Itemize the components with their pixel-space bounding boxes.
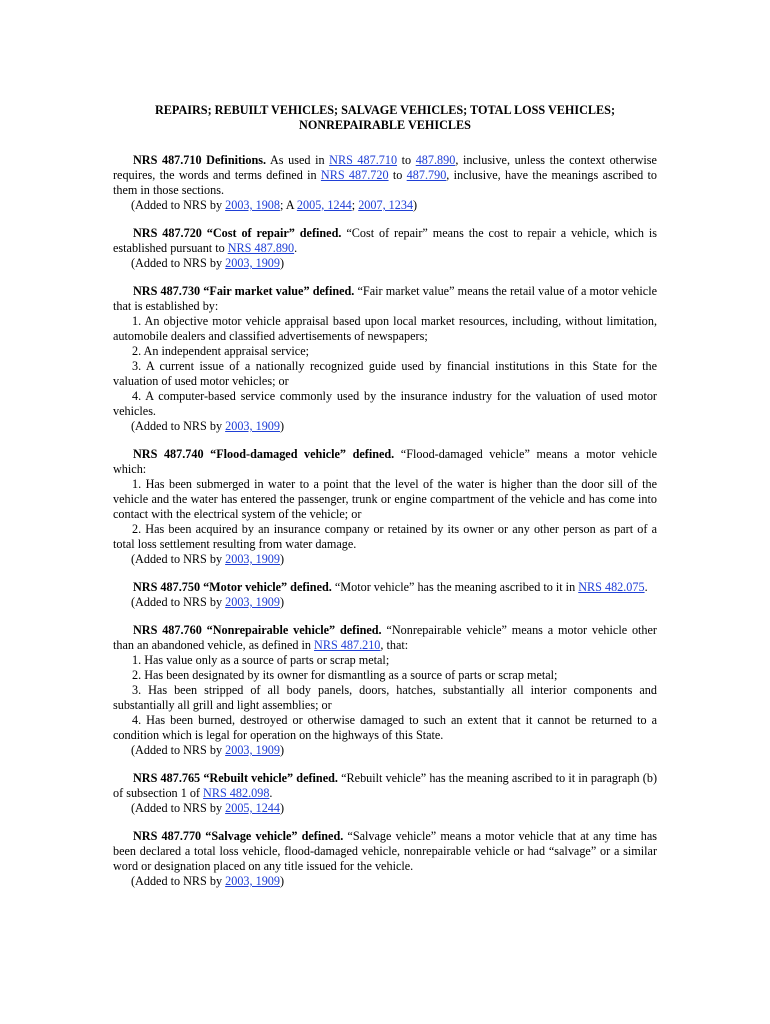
body-text: ) bbox=[279, 874, 285, 888]
statute-link[interactable]: 2003, 1909 bbox=[225, 256, 280, 270]
statute-link[interactable]: 2005, 1244 bbox=[225, 801, 280, 815]
body-text: ) bbox=[279, 743, 285, 757]
statute-link[interactable]: NRS 487.890 bbox=[227, 241, 295, 255]
body-text: 2. Has been designated by its owner for dismantling as a source of parts or scrap metal; bbox=[132, 668, 558, 682]
body-text: . bbox=[294, 241, 298, 255]
statute-section bbox=[113, 580, 657, 610]
subsection-item bbox=[113, 522, 657, 552]
subsection-item bbox=[113, 359, 657, 389]
history-note bbox=[113, 198, 657, 213]
body-text: “Nonrepairable vehicle” means a motor vehicle other than an abandoned vehicle, as defined in bbox=[113, 623, 657, 652]
body-text: (Added to NRS by bbox=[131, 801, 226, 815]
history-note bbox=[113, 256, 657, 271]
subsection-item bbox=[113, 477, 657, 522]
body-text: (Added to NRS by bbox=[131, 419, 226, 433]
body-text: (Added to NRS by bbox=[131, 595, 226, 609]
statute-section bbox=[113, 284, 657, 434]
statute-link[interactable]: NRS 482.075 bbox=[578, 580, 645, 594]
section-heading: NRS 487.710 Definitions. bbox=[133, 153, 267, 167]
statute-link[interactable]: NRS 487.710 bbox=[329, 153, 398, 167]
history-note bbox=[113, 801, 657, 816]
body-text: . bbox=[269, 786, 273, 800]
body-text: “Flood-damaged vehicle” means a motor vehicle which: bbox=[113, 447, 657, 476]
statute-link[interactable]: 2003, 1909 bbox=[225, 419, 280, 433]
body-text: “Salvage vehicle” means a motor vehicle that at any time has been declared a total loss vehicle, flood-damaged vehicle, nonrepairable vehicle or had “salvage” or a similar word or designation placed on any title issued for the vehicle. bbox=[113, 829, 657, 873]
section-heading: NRS 487.740 “Flood-damaged vehicle” defined. bbox=[133, 447, 395, 461]
body-text: ) bbox=[413, 198, 418, 212]
section-heading: NRS 487.750 “Motor vehicle” defined. bbox=[133, 580, 332, 594]
section-paragraph bbox=[113, 580, 657, 595]
section-heading: NRS 487.730 “Fair market value” defined. bbox=[133, 284, 355, 298]
body-text: ) bbox=[279, 419, 285, 433]
body-text: ) bbox=[279, 801, 285, 815]
statute-link[interactable]: 2003, 1909 bbox=[225, 743, 280, 757]
statute-link[interactable]: 2003, 1908 bbox=[225, 198, 280, 212]
subsection-item bbox=[113, 344, 657, 359]
body-text: 4. A computer-based service commonly used by the insurance industry for the valuation of used motor vehicles. bbox=[113, 389, 657, 418]
body-text: 1. Has value only as a source of parts or scrap metal; bbox=[132, 653, 390, 667]
body-text: 1. Has been submerged in water to a point that the level of the water is higher than the door sill of the vehicle and the water has entered the passenger, trunk or engine compartment of the vehicle and has come into contact with the electrical system of the vehicle; or bbox=[113, 477, 657, 521]
body-text: to bbox=[397, 153, 416, 167]
body-text: (Added to NRS by bbox=[131, 552, 226, 566]
body-text: “Rebuilt vehicle” has the meaning ascribed to it in paragraph (b) of subsection 1 of bbox=[113, 771, 657, 800]
body-text: 2. An independent appraisal service; bbox=[132, 344, 309, 358]
section-paragraph bbox=[113, 829, 657, 874]
subsection-item bbox=[113, 713, 657, 743]
statute-link[interactable]: NRS 482.098 bbox=[203, 786, 270, 800]
body-text: 4. Has been burned, destroyed or otherwise damaged to such an extent that it cannot be returned to a condition which is legal for operation on the highways of this State. bbox=[113, 713, 657, 742]
statute-section bbox=[113, 623, 657, 758]
body-text: ; bbox=[351, 198, 359, 212]
body-text: As used in bbox=[266, 153, 330, 167]
section-heading: NRS 487.765 “Rebuilt vehicle” defined. bbox=[133, 771, 338, 785]
statute-link[interactable]: 487.790 bbox=[406, 168, 447, 182]
history-note bbox=[113, 595, 657, 610]
section-heading: NRS 487.770 “Salvage vehicle” defined. bbox=[133, 829, 344, 843]
body-text: “Fair market value” means the retail value of a motor vehicle that is established by: bbox=[113, 284, 657, 313]
body-text: , that: bbox=[380, 638, 409, 652]
body-text: ) bbox=[279, 595, 285, 609]
body-text: (Added to NRS by bbox=[131, 256, 226, 270]
document-page bbox=[113, 103, 657, 902]
statute-section bbox=[113, 153, 657, 213]
body-text: 1. An objective motor vehicle appraisal based upon local market resources, including, without limitation, automobile dealers and classified advertisements of newspapers; bbox=[113, 314, 657, 343]
section-paragraph bbox=[113, 153, 657, 198]
chapter-title-line-1: REPAIRS; REBUILT VEHICLES; SALVAGE VEHICLES; TOTAL LOSS VEHICLES; bbox=[154, 103, 616, 117]
subsection-item bbox=[113, 683, 657, 713]
statute-link[interactable]: 2003, 1909 bbox=[225, 552, 280, 566]
body-text: “Cost of repair” means the cost to repair a vehicle, which is established pursuant to bbox=[113, 226, 658, 255]
body-text: 3. Has been stripped of all body panels, doors, hatches, substantially all interior components and substantially all grill and light assemblies; or bbox=[113, 683, 657, 712]
statute-section bbox=[113, 829, 657, 889]
statute-link[interactable]: 2003, 1909 bbox=[225, 874, 280, 888]
body-text: , inclusive, unless the context otherwise requires, the words and terms defined in bbox=[113, 153, 657, 182]
body-text: to bbox=[388, 168, 407, 182]
statute-sections bbox=[113, 153, 657, 889]
history-note bbox=[113, 743, 657, 758]
chapter-title bbox=[113, 103, 657, 133]
subsection-item bbox=[113, 314, 657, 344]
subsection-item bbox=[113, 389, 657, 419]
body-text: ; A bbox=[279, 198, 297, 212]
statute-link[interactable]: 2005, 1244 bbox=[296, 198, 352, 212]
history-note bbox=[113, 419, 657, 434]
statute-link[interactable]: 487.890 bbox=[415, 153, 456, 167]
section-paragraph bbox=[113, 771, 657, 801]
statute-section bbox=[113, 447, 657, 567]
section-paragraph bbox=[113, 284, 657, 314]
history-note bbox=[113, 552, 657, 567]
statute-link[interactable]: 2003, 1909 bbox=[225, 595, 280, 609]
statute-link[interactable]: NRS 487.210 bbox=[314, 638, 381, 652]
section-heading: NRS 487.760 “Nonrepairable vehicle” defined. bbox=[133, 623, 382, 637]
chapter-title-line-2: NONREPAIRABLE VEHICLES bbox=[299, 118, 471, 132]
statute-link[interactable]: 2007, 1234 bbox=[358, 198, 414, 212]
subsection-item bbox=[113, 668, 657, 683]
history-note bbox=[113, 874, 657, 889]
body-text: (Added to NRS by bbox=[131, 198, 226, 212]
body-text: . bbox=[644, 580, 648, 594]
statute-section bbox=[113, 771, 657, 816]
body-text: , inclusive, have the meanings ascribed to them in those sections. bbox=[113, 168, 657, 197]
statute-link[interactable]: NRS 487.720 bbox=[320, 168, 389, 182]
body-text: 3. A current issue of a nationally recognized guide used by financial institutions in this State for the valuation of used motor vehicles; or bbox=[113, 359, 657, 388]
statute-section bbox=[113, 226, 657, 271]
section-paragraph bbox=[113, 623, 657, 653]
body-text: “Motor vehicle” has the meaning ascribed to it in bbox=[331, 580, 579, 594]
section-heading: NRS 487.720 “Cost of repair” defined. bbox=[133, 226, 342, 240]
section-paragraph bbox=[113, 226, 657, 256]
section-paragraph bbox=[113, 447, 657, 477]
body-text: ) bbox=[279, 552, 285, 566]
body-text: (Added to NRS by bbox=[131, 874, 226, 888]
body-text: (Added to NRS by bbox=[131, 743, 226, 757]
body-text: 2. Has been acquired by an insurance company or retained by its owner or any other person as part of a total loss settlement resulting from water damage. bbox=[113, 522, 657, 551]
subsection-item bbox=[113, 653, 657, 668]
body-text: ) bbox=[279, 256, 285, 270]
